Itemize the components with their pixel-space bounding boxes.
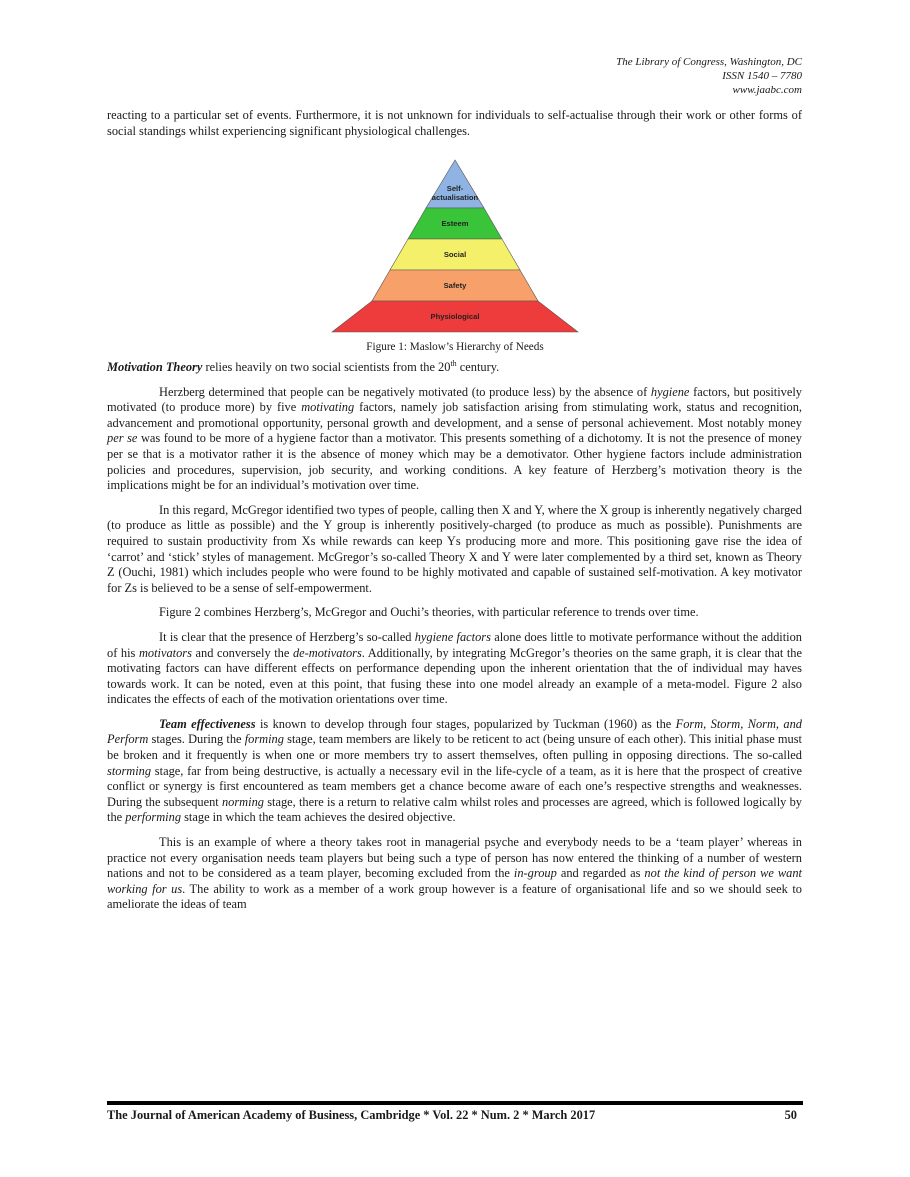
figure-caption: Figure 1: Maslow’s Hierarchy of Needs	[366, 341, 544, 353]
clear-t1: It is clear that the presence of Herzberg’s so-called	[159, 629, 415, 644]
motivation-theory-term: Motivation Theory	[107, 360, 203, 374]
pyramid-label-social: Social	[443, 250, 467, 259]
team-paragraph	[107, 717, 802, 826]
header-line-2: ISSN 1540 – 7780	[722, 70, 802, 82]
example-t3: . The ability to work as a member of a work group however is a feature of organisational life and so we should seek to ameliorate the ideas of team	[107, 881, 802, 912]
header-line-1: The Library of Congress, Washington, DC	[616, 56, 802, 68]
pyramid-label-physiological: Physiological	[430, 312, 480, 321]
team-i1: Form, Storm, Norm, and Perform	[107, 716, 802, 747]
motivation-text-1: relies heavily on two social scientists from the 20	[202, 360, 451, 374]
clear-t4: . Additionally, by integrating McGregor’s theories on the same graph, it is clear that the motivating factors can have different effects on performance depending upon the inherent orientation that the of individual may haves towards work. It can be noted, even at this point, that fusing these into one model already an example of a meta-model. Figure 2 also indicates the effects of each of the motivation orientations over time.	[107, 645, 803, 707]
running-header	[616, 55, 802, 97]
pyramid-label-self-2: actualisation	[431, 193, 479, 202]
herzberg-i2: motivating	[301, 400, 355, 415]
team-i5: performing	[125, 810, 182, 825]
body-text	[107, 360, 802, 922]
motivation-text-2: century.	[456, 360, 500, 374]
pyramid-label-safety: Safety	[443, 281, 467, 290]
mcgregor-paragraph: In this regard, McGregor identified two types of people, calling then X and Y, where the X group is inherently negatively charged (to produce as little as possible) and the Y group is inherently positively-charged (to produce as much as possible). Punishments are required to sustain productivity from Xs while rewards can keep Ys producing more and more. This positioning gave rise the idea of ‘carrot’ and ‘stick’ styles of management. McGregor’s so-called Theory X and Y were later complemented by a third set, known as Theory Z (Ouchi, 1981) which includes people who were found to be highly motivated and capable of sustained self-motivation. A key motivator for Zs is believed to be a sense of self-empowerment.	[107, 502, 802, 595]
herzberg-paragraph	[107, 385, 802, 494]
pyramid-label-self-1: Self-	[446, 184, 464, 193]
example-i2: not the kind of person we want working for us	[107, 866, 803, 896]
team-t6: stage in which the team achieves the desired objective.	[181, 810, 456, 825]
pyramid-label-esteem: Esteem	[441, 219, 469, 228]
clear-t3: and conversely the	[191, 645, 293, 660]
intro-text: reacting to a particular set of events. Furthermore, it is not unknown for individuals to self-actualise through their work or other forms of social standings whilst experiencing significant physiological challenges.	[107, 108, 802, 138]
herzberg-i3: per se	[107, 431, 138, 446]
team-i3: storming	[107, 763, 152, 778]
hygiene-paragraph	[107, 630, 802, 708]
page-number: 50	[784, 1108, 797, 1122]
clear-i2: motivators	[138, 645, 192, 660]
herzberg-t4: was found to be more of a hygiene factor than a motivator. This presents something of a dichotomy. It is not the presence of money per se that is a motivator rather it is the absence of money which may be a demotivator. Other hygiene factors include administration policies and procedures, supervision, job security, and working conditions. A key feature of Herzberg’s motivation theory is the implications might be for an individual’s motivation over time.	[107, 431, 802, 493]
intro-paragraph	[107, 108, 802, 148]
clear-t2: alone does little to motivate performance without the addition of his	[107, 629, 802, 660]
team-t5: stage, there is a return to relative calm whilst roles and processes are agreed, which is followed logically by the	[107, 794, 802, 825]
team-t3: stage, team members are likely to be reticent to act (being unsure of each other). This initial phase must be broken and it frequently is when one or more members try to assert themselves, often pulling in opposing directions. The so-called	[107, 732, 802, 763]
clear-i3: de-motivators	[292, 645, 362, 660]
example-t2: and regarded as	[556, 866, 645, 881]
clear-i1: hygiene factors	[414, 629, 491, 644]
motivation-paragraph	[107, 360, 802, 376]
team-effectiveness-term: Team effectiveness	[159, 716, 256, 731]
herzberg-t2: factors, but positively motivated (to produce more) by five	[107, 384, 802, 415]
team-t2: stages. During the	[148, 732, 245, 747]
header-line-3: www.jaabc.com	[732, 84, 802, 96]
maslow-pyramid-figure	[330, 158, 580, 336]
maslow-pyramid	[330, 158, 580, 336]
team-t4: stage, far from being destructive, is actually a necessary evil in the life-cycle of a team, as it is here that the prospect of creative conflict or synergy is first encountered as team members get a chance become aware of each one’s respective strengths and weaknesses. During the subsequent	[107, 763, 802, 809]
team-i4: norming	[221, 794, 264, 809]
team-t1: is known to develop through four stages, popularized by Tuckman (1960) as the	[255, 716, 676, 731]
footer	[107, 1108, 797, 1123]
example-t1: This is an example of where a theory takes root in managerial psyche and everybody needs to be a ‘team player’ whereas in practice not every organisation needs team players but being such a type of person has now entered the thinking of a number of western nations and not to be considered as a team player, becoming excluded from the	[107, 835, 802, 881]
figure2-paragraph: Figure 2 combines Herzberg’s, McGregor and Ouchi’s theories, with particular reference to trends over time.	[159, 605, 699, 620]
footer-rule	[107, 1101, 803, 1105]
herzberg-t3: factors, namely job satisfaction arising from stimulating work, status and recognition, advancement and promotional opportunity, personal growth and development, and a sense of personal achievement. Most notably money	[107, 400, 802, 430]
herzberg-t1: Herzberg determined that people can be negatively motivated (to produce less) by the absence of	[159, 384, 651, 399]
team-i2: forming	[244, 732, 284, 747]
team-player-paragraph	[107, 835, 802, 913]
herzberg-i1: hygiene	[650, 384, 690, 399]
footer-journal: The Journal of American Academy of Business, Cambridge * Vol. 22 * Num. 2 * March 2017	[107, 1108, 596, 1122]
example-i1: in-group	[513, 866, 557, 881]
motivation-sup: th	[450, 358, 457, 368]
